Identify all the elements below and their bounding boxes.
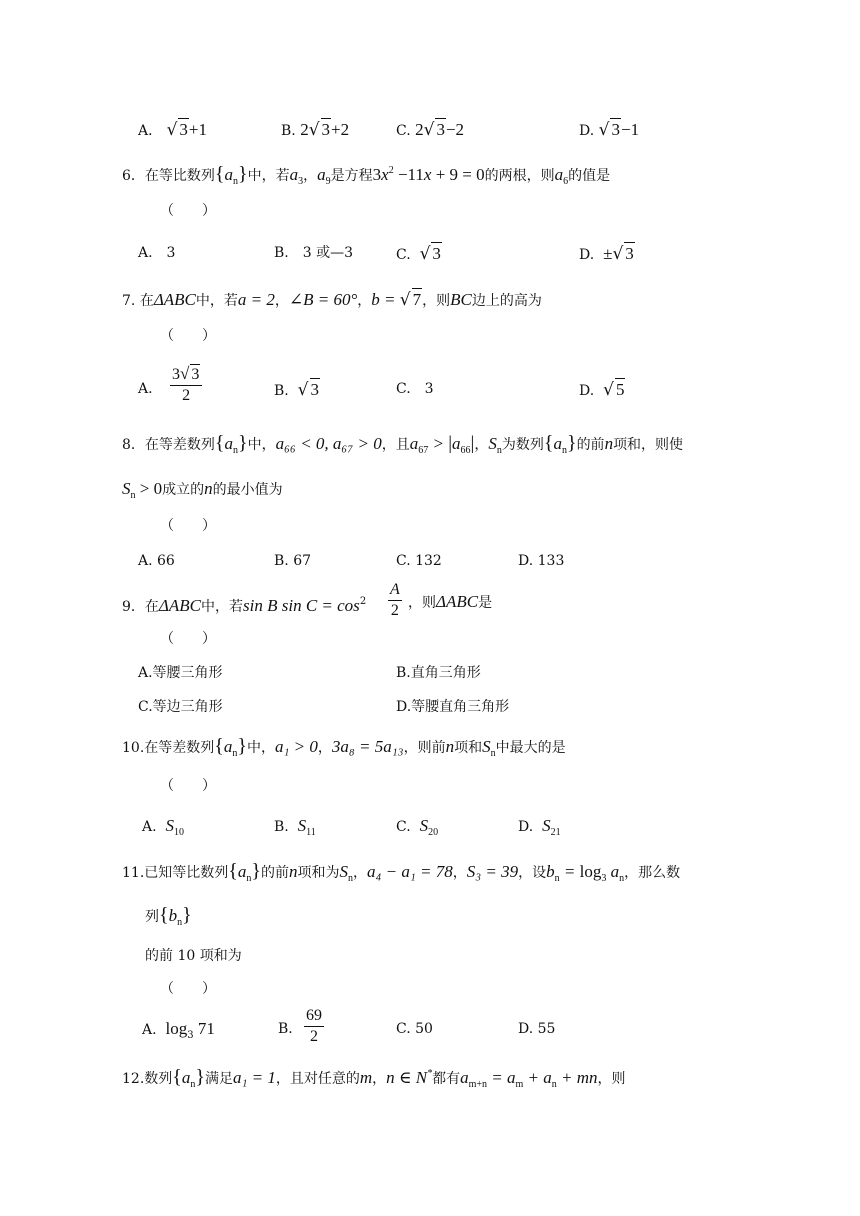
q11-stem-line3: 的前 10 项和为 bbox=[145, 948, 242, 964]
q8-option-d[interactable]: D. 133 bbox=[518, 553, 565, 569]
q5-option-c[interactable]: C. 2√ 3−2 bbox=[396, 120, 465, 140]
q6-answer-paren: （ ） bbox=[160, 203, 216, 219]
q5-option-b[interactable]: B. 2√ 3+2 bbox=[281, 120, 350, 140]
q11-option-a[interactable]: A. $\log_3 71$ bbox=[142, 1019, 215, 1041]
q8-option-b[interactable]: B. 67 bbox=[274, 553, 312, 569]
q6-equation: $3x^2 -11x + 9 = 0$ bbox=[372, 165, 485, 184]
q5-option-a[interactable]: A． √ 3+1 bbox=[138, 120, 208, 140]
q10-option-b[interactable]: B. $S_{11}$ bbox=[274, 816, 316, 838]
q7-option-c[interactable]: C. 3 bbox=[396, 381, 434, 397]
q10-option-c[interactable]: C. $S_{20}$ bbox=[396, 816, 439, 838]
q6-stem: 6．在等比数列$\{a_n\}$中，若$a_3$，$a_9$是方程$3x^2 -11x + 9 = 0$的两根，则$a_6$的值是 bbox=[122, 163, 611, 187]
q7-option-b[interactable]: B. √ 3 bbox=[274, 380, 319, 400]
q7-option-a[interactable]: A. bbox=[138, 381, 153, 397]
q9-option-c[interactable]: C.等边三角形 bbox=[138, 699, 223, 715]
q7-option-a-fraction: $\frac{3√ 3}{2}$ bbox=[170, 364, 202, 406]
q8-stem: 8．在等差数列$\{a_n\}$中，a₆₆ < 0, a₆₇ > 0，且$a_{67} > |a_{66}|$，$S_n$为数列$\{a_n\}$的前n项和，则使 bbox=[122, 432, 684, 456]
q9-option-b[interactable]: B.直角三角形 bbox=[396, 665, 481, 681]
q12-stem: 12.数列$\{a_n\}$满足a₁ = 1，且对任意的m，n ∈ N*都有$a_{m+n} = a_m + a_n$ + mn，则 bbox=[122, 1066, 626, 1090]
q9-option-d[interactable]: D.等腰直角三角形 bbox=[396, 699, 510, 715]
q11-option-b[interactable]: B. bbox=[278, 1021, 293, 1037]
q8-stem-line2: $S_n > 0$成立的n的最小值为 bbox=[122, 479, 283, 501]
q5-option-d[interactable]: D. √ 3−1 bbox=[579, 120, 640, 140]
q8-option-c[interactable]: C. 132 bbox=[396, 553, 442, 569]
q8-answer-paren: （ ） bbox=[160, 518, 216, 534]
q11-stem-line2: 列$\{b_n\}$ bbox=[145, 904, 192, 928]
q9-fraction: $\frac{A}{2}$ bbox=[390, 581, 400, 619]
q6-option-b[interactable]: B. 3 或—3 bbox=[274, 245, 354, 261]
q6-option-c[interactable]: C. √ 3 bbox=[396, 244, 441, 264]
q10-answer-paren: （ ） bbox=[160, 778, 216, 794]
q9-option-a[interactable]: A.等腰三角形 bbox=[138, 665, 223, 681]
q10-stem: 10.在等差数列$\{a_n\}$中，a₁ > 0，3a₈ = 5a₁₃，则前n项和$S_n$中最大的是 bbox=[122, 735, 566, 759]
q11-option-d[interactable]: D. 55 bbox=[518, 1021, 556, 1037]
q10-option-a[interactable]: A. $S_{10}$ bbox=[142, 816, 184, 838]
q11-stem: 11.已知等比数列$\{a_n\}$的前n项和为$S_n$，a₄ − a₁ = 78，S₃ = 39，设$b_n = \log_3 a_n$，那么数 bbox=[122, 860, 681, 884]
q7-option-d[interactable]: D. √ 5 bbox=[579, 380, 625, 400]
q7-stem: 7. 在ΔABC中，若a = 2，∠B = 60°，b = √ 7，则BC边上的高为 bbox=[122, 290, 542, 310]
sqrt-symbol: √ bbox=[166, 120, 178, 140]
q11-option-b-fraction: $\frac{69}{2}$ bbox=[306, 1007, 322, 1045]
q6-option-d[interactable]: D. ±√ 3 bbox=[579, 244, 634, 264]
q11-option-c[interactable]: C. 50 bbox=[396, 1021, 433, 1037]
q11-answer-paren: （ ） bbox=[160, 981, 216, 997]
q8-option-a[interactable]: A. 66 bbox=[138, 553, 175, 569]
q9-answer-paren: （ ） bbox=[160, 631, 216, 647]
q7-answer-paren: （ ） bbox=[160, 328, 216, 344]
q10-option-d[interactable]: D. $S_{21}$ bbox=[518, 816, 561, 838]
q6-option-a[interactable]: A. 3 bbox=[138, 245, 176, 261]
